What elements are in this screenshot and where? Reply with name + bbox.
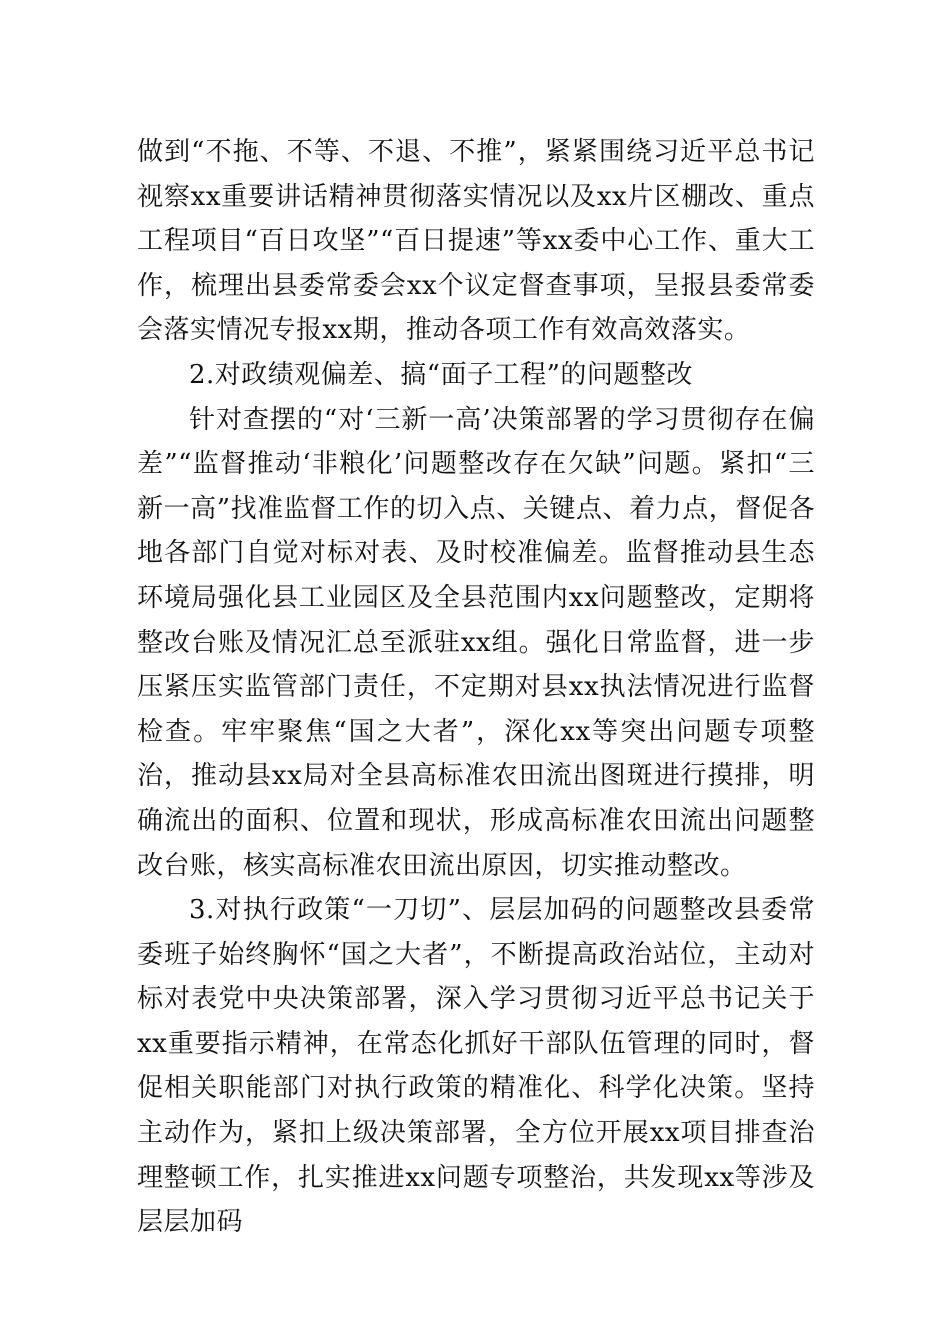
- paragraph-section-2-body: 针对查摆的“对‘三新一高’决策部署的学习贯彻存在偏差”“监督推动‘非粮化’问题整改存在欠缺”问题。紧扣“三新一高”找准监督工作的切入点、关键点、着力点，督促各地各部门自觉对标对表、及时校准偏差。监督推动县生态环境局强化县工业园区及全县范围内xx问题整改，定期将整改台账及情况汇总至派驻xx组。强化日常监督，进一步压紧压实监管部门责任，不定期对县xx执法情况进行监督检查。牢牢聚焦“国之大者”，深化xx等突出问题专项整治，推动县xx局对全县高标准农田流出图斑进行摸排，明确流出的面积、位置和现状，形成高标准农田流出问题整改台账，核实高标准农田流出原因，切实推动整改。: [137, 404, 815, 881]
- paragraph-continuation: 做到“不拖、不等、不退、不推”，紧紧围绕习近平总书记视察xx重要讲话精神贯彻落实情况以及xx片区棚改、重点工程项目“百日攻坚”“百日提速”等xx委中心工作、重大工作，梳理出县委常委会xx个议定督查事项，呈报县委常委会落实情况专报xx期，推动各项工作有效高效落实。: [137, 137, 815, 346]
- body-text: [137, 130, 815, 1245]
- paragraph-section-3: 3.对执行政策“一刀切”、层层加码的问题整改县委常委班子始终胸怀“国之大者”，不断提高政治站位，主动对标对表党中央决策部署，深入学习贯彻习近平总书记关于xx重要指示精神，在常态化抓好干部队伍管理的同时，督促相关职能部门对执行政策的精准化、科学化决策。坚持主动作为，紧扣上级决策部署，全方位开展xx项目排查治理整顿工作，扎实推进xx问题专项整治，共发现xx等涉及层层加码: [137, 895, 815, 1238]
- section-heading-2: 2.对政绩观偏差、搞“面子工程”的问题整改: [189, 359, 693, 390]
